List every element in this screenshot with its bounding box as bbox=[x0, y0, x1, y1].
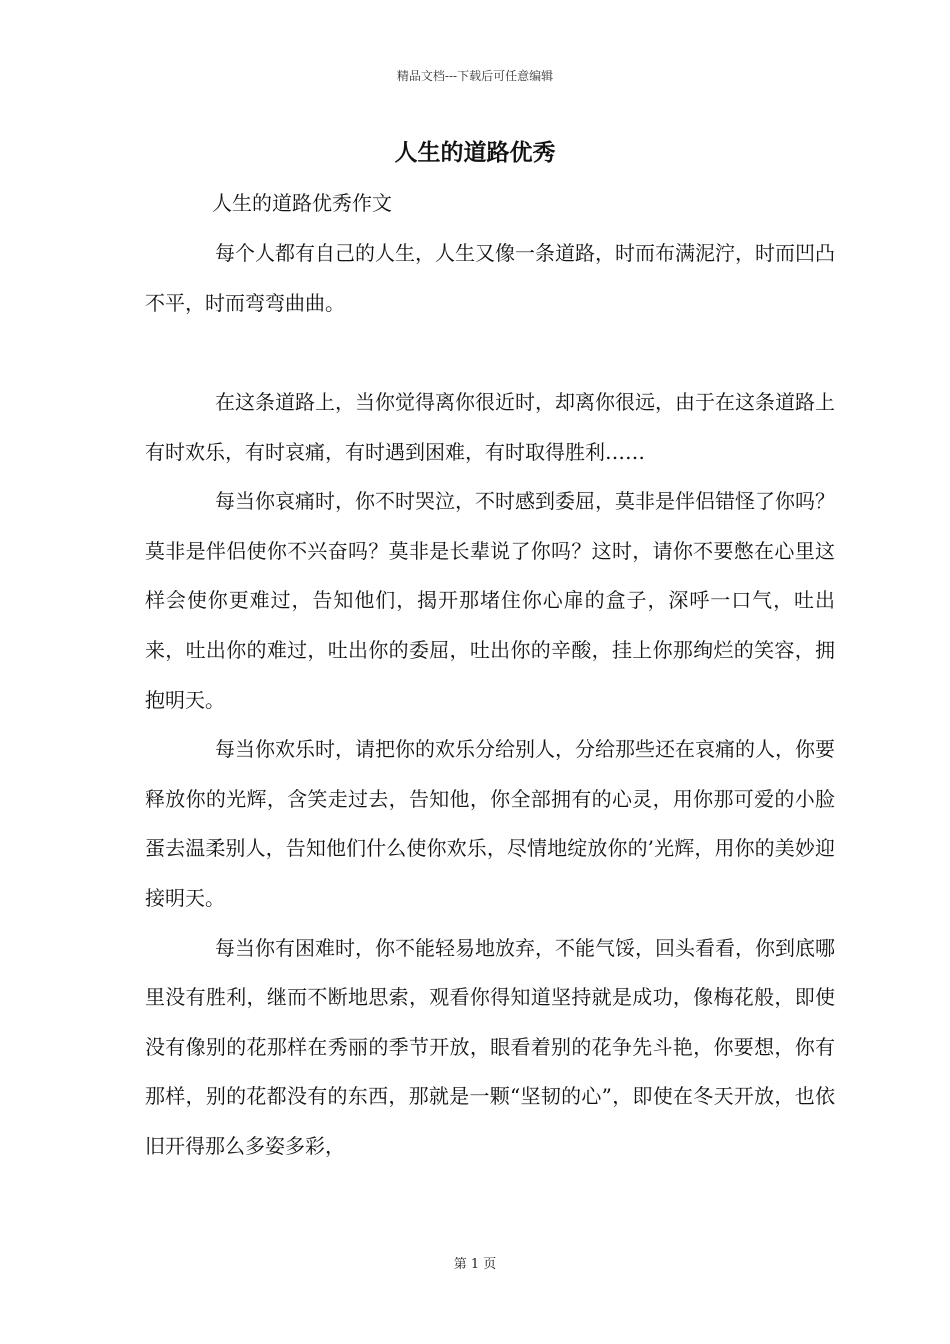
main-body bbox=[145, 378, 835, 1172]
document-subtitle: 人生的道路优秀作文 bbox=[212, 191, 392, 215]
document-title: 人生的道路优秀 bbox=[394, 139, 556, 166]
page-header: 精品文档---下载后可任意编辑 bbox=[396, 69, 554, 83]
paragraph-3: 每当你哀痛时，你不时哭泣，不时感到委屈，莫非是伴侣错怪了你吗？莫非是伴侣使你不兴奋吗？莫非是长辈说了你吗？这时，请你不要憋在心里这样会使你更难过，告知他们，揭开那堵住你心扉的盒子，深呼一口气，吐出来，吐出你的难过，吐出你的委屈，吐出你的辛酸，挂上你那绚烂的笑容，拥抱明天。 bbox=[145, 489, 835, 712]
page-number: 第 1 页 bbox=[453, 1257, 497, 1272]
paragraph-5: 每当你有困难时，你不能轻易地放弃，不能气馁，回头看看，你到底哪里没有胜利，继而不断地思索，观看你得知道坚持就是成功，像梅花般，即使没有像别的花那样在秀丽的季节开放，眼看着别的花争先斗艳，你要想，你有那样，别的花都没有的东西，那就是一颗“坚韧的心”，即使在冬天开放，也依旧开得那么多姿多彩， bbox=[145, 935, 835, 1158]
paragraph-2: 在这条道路上，当你觉得离你很近时，却离你很远，由于在这条道路上有时欢乐，有时哀痛，有时遇到困难，有时取得胜利…… bbox=[145, 390, 835, 464]
intro-block bbox=[145, 229, 835, 328]
paragraph-1: 每个人都有自己的人生，人生又像一条道路，时而布满泥泞，时而凹凸不平，时而弯弯曲曲。 bbox=[145, 241, 835, 315]
paragraph-4: 每当你欢乐时，请把你的欢乐分给别人，分给那些还在哀痛的人，你要释放你的光辉，含笑走过去，告知他，你全部拥有的心灵，用你那可爱的小脸蛋去温柔别人，告知他们什么使你欢乐，尽情地绽放你的’光辉，用你的美妙迎接明天。 bbox=[145, 737, 835, 910]
